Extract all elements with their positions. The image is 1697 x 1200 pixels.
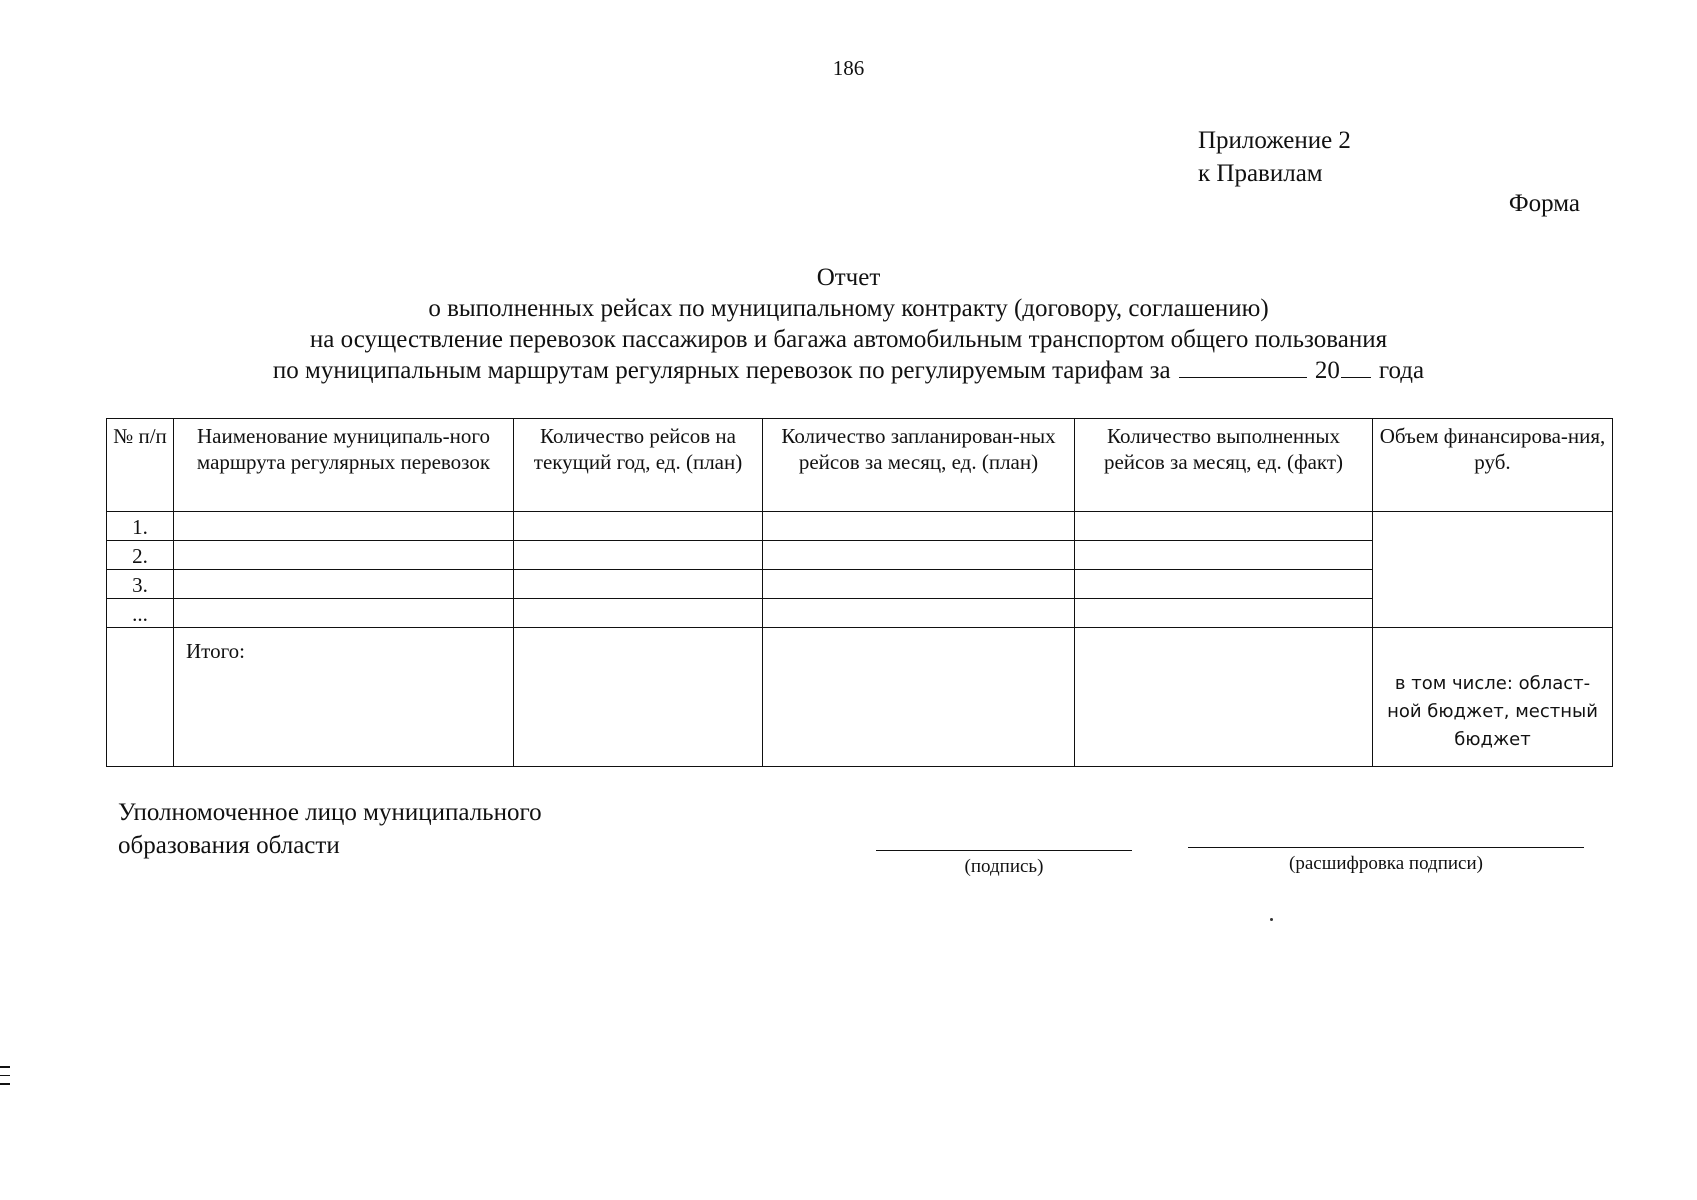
total-trips-month-plan[interactable] (763, 628, 1075, 767)
table-header-row (107, 419, 1613, 512)
financing-budget-note: в том числе: област-ной бюджет, местный бюджет (1373, 628, 1613, 767)
cell-trips-year-plan[interactable] (514, 541, 763, 570)
total-trips-year-plan[interactable] (514, 628, 763, 767)
cell-route-name[interactable] (174, 599, 514, 628)
cell-route-name[interactable] (174, 570, 514, 599)
cell-trips-month-fact[interactable] (1075, 512, 1373, 541)
cell-route-name[interactable] (174, 512, 514, 541)
title-line-2: о выполненных рейсах по муниципальному контракту (договору, соглашению) (428, 295, 1269, 322)
total-label: Итого: (174, 628, 514, 767)
table-total-row (107, 628, 1613, 767)
cell-trips-month-plan[interactable] (763, 599, 1075, 628)
header-trips-month-fact: Количество выполненных рейсов за месяц, ед. (факт) (1075, 419, 1373, 512)
form-label: Форма (1508, 190, 1580, 217)
year-prefix: 20 (1314, 357, 1340, 384)
cell-trips-month-plan[interactable] (763, 512, 1075, 541)
appendix-line-2: к Правилам (1198, 160, 1323, 187)
row-number: 2. (107, 541, 174, 570)
signature-field[interactable] (876, 850, 1132, 851)
total-trips-month-fact[interactable] (1075, 628, 1373, 767)
header-number: № п/п (107, 419, 174, 512)
title-line-3: на осуществление перевозок пассажиров и багажа автомобильным транспортом общего пользования (309, 326, 1388, 353)
cell-trips-year-plan[interactable] (514, 599, 763, 628)
row-number: 1. (107, 512, 174, 541)
signature-caption: (подпись) (964, 856, 1044, 877)
year-blank (1341, 357, 1371, 378)
total-number-cell (107, 628, 174, 767)
title-line-4 (0, 355, 1697, 386)
header-trips-month-plan: Количество запланирован-ных рейсов за месяц, ед. (план) (763, 419, 1075, 512)
header-financing: Объем финансирова-ния, руб. (1373, 419, 1613, 512)
page-number: 186 (832, 56, 865, 80)
cell-trips-year-plan[interactable] (514, 570, 763, 599)
edge-mark (0, 1066, 10, 1092)
cell-financing[interactable] (1373, 512, 1613, 628)
row-number: 3. (107, 570, 174, 599)
title-line-4-text: по муниципальным маршрутам регулярных перевозок по регулируемым тарифам за (272, 357, 1171, 384)
scan-speck (1270, 918, 1273, 921)
signer-title (118, 796, 542, 862)
signer-line-1: Уполномоченное лицо муниципального (118, 799, 542, 826)
signature-decoding-caption: (расшифровка подписи) (1289, 853, 1483, 874)
signature-decoding-field[interactable] (1188, 847, 1584, 848)
cell-trips-month-fact[interactable] (1075, 570, 1373, 599)
report-table (106, 418, 1613, 767)
cell-trips-month-plan[interactable] (763, 541, 1075, 570)
cell-trips-month-fact[interactable] (1075, 541, 1373, 570)
header-route-name: Наименование муниципаль-ного маршрута регулярных перевозок (174, 419, 514, 512)
report-title (0, 262, 1697, 386)
row-number: ... (107, 599, 174, 628)
appendix-reference (1198, 124, 1351, 190)
cell-trips-year-plan[interactable] (514, 512, 763, 541)
period-blank (1179, 357, 1307, 378)
title-line-1: Отчет (816, 264, 881, 291)
cell-route-name[interactable] (174, 541, 514, 570)
table-row (107, 512, 1613, 541)
signer-line-2: образования области (118, 832, 340, 859)
year-word: года (1378, 357, 1425, 384)
cell-trips-month-plan[interactable] (763, 570, 1075, 599)
appendix-line-1: Приложение 2 (1198, 127, 1351, 154)
header-trips-year-plan: Количество рейсов на текущий год, ед. (план) (514, 419, 763, 512)
cell-trips-month-fact[interactable] (1075, 599, 1373, 628)
